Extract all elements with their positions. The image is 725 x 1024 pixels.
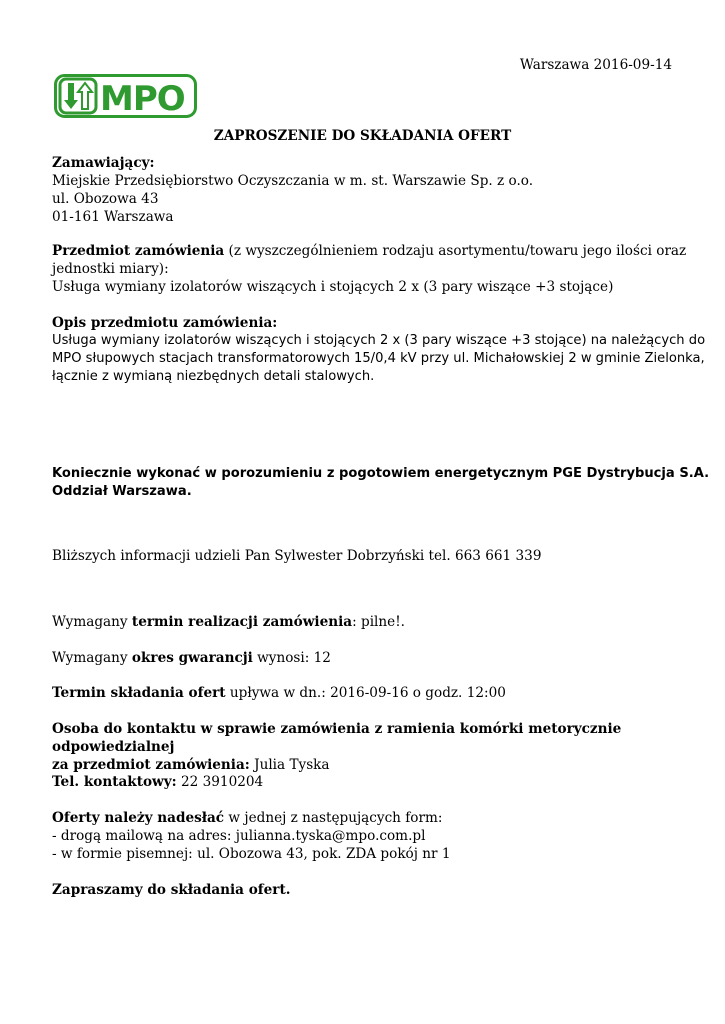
offer-deadline: Termin składania ofert upływa w dn.: 2016-09-16 o godz. 12:00: [52, 685, 506, 701]
document-date: Warszawa 2016-09-14: [519, 57, 672, 73]
submission-email: - drogą mailową na adres: julianna.tyska@mpo.com.pl: [52, 828, 426, 844]
description-block: [52, 314, 705, 386]
submission-post: - w formie pisemnej: ul. Obozowa 43, pok. ZDA pokój nr 1: [52, 846, 451, 862]
orderer-street: ul. Obozowa 43: [52, 191, 159, 207]
mpo-logo: [54, 74, 197, 118]
orderer-city: 01-161 Warszawa: [52, 209, 174, 225]
subject-note-cont: jednostki miary):: [52, 261, 169, 277]
subject-value: Usługa wymiany izolatorów wiszących i stojących 2 x (3 pary wiszące +3 stojące): [52, 279, 614, 295]
orderer-block: [52, 154, 533, 226]
description-line: MPO słupowych stacjach transformatorowych 15/0,4 kV przy ul. Michałowskiej 2 w gminie Zielonka,: [52, 351, 705, 366]
orderer-label: Zamawiający:: [52, 155, 155, 171]
contact-person-name: Julia Tyska: [249, 757, 330, 773]
document-title: ZAPROSZENIE DO SKŁADANIA OFERT: [213, 128, 512, 144]
subject-label: Przedmiot zamówienia: [52, 243, 225, 259]
description-line: łącznie z wymianą niezbędnych detali stalowych.: [52, 369, 375, 384]
subject-block: [52, 242, 686, 296]
description-line: Usługa wymiany izolatorów wiszących i stojących 2 x (3 pary wiszące +3 stojące) na należących do: [52, 333, 706, 348]
warranty-period: Wymagany okres gwarancji wynosi: 12: [52, 650, 331, 666]
orderer-name: Miejskie Przedsiębiorstwo Oczyszczania w m. st. Warszawie Sp. z o.o.: [52, 173, 534, 189]
coordination-notice: Koniecznie wykonać w porozumieniu z pogotowiem energetycznym PGE Dystrybucja S.A. Oddział Warszawa.: [52, 466, 710, 499]
contact-phone: Tel. kontaktowy: 22 3910204: [52, 774, 264, 790]
description-label: Opis przedmiotu zamówienia:: [52, 315, 278, 331]
contact-person: Osoba do kontaktu w sprawie zamówienia z ramienia komórki metorycznie odpowiedzialnej za przedmiot zamówienia: Julia Tyska: [52, 721, 622, 773]
subject-note: (z wyszczególnieniem rodzaju asortymentu/towaru jego ilości oraz: [224, 243, 687, 259]
contact-info-line: Bliższych informacji udzieli Pan Sylwester Dobrzyński tel. 663 661 339: [52, 548, 542, 564]
submission-block: Oferty należy nadesłać w jednej z następujących form: - drogą mailową na adres: julianna.tyska@mpo.com.pl - w formie pisemnej: ul. Obozowa 43, pok. ZDA pokój nr 1: [52, 810, 451, 862]
closing-line: Zapraszamy do składania ofert.: [52, 882, 291, 898]
mpo-logo-icon: [54, 74, 197, 118]
realization-deadline: Wymagany termin realizacji zamówienia: pilne!.: [52, 614, 405, 630]
logo-text: MPO: [100, 79, 185, 118]
